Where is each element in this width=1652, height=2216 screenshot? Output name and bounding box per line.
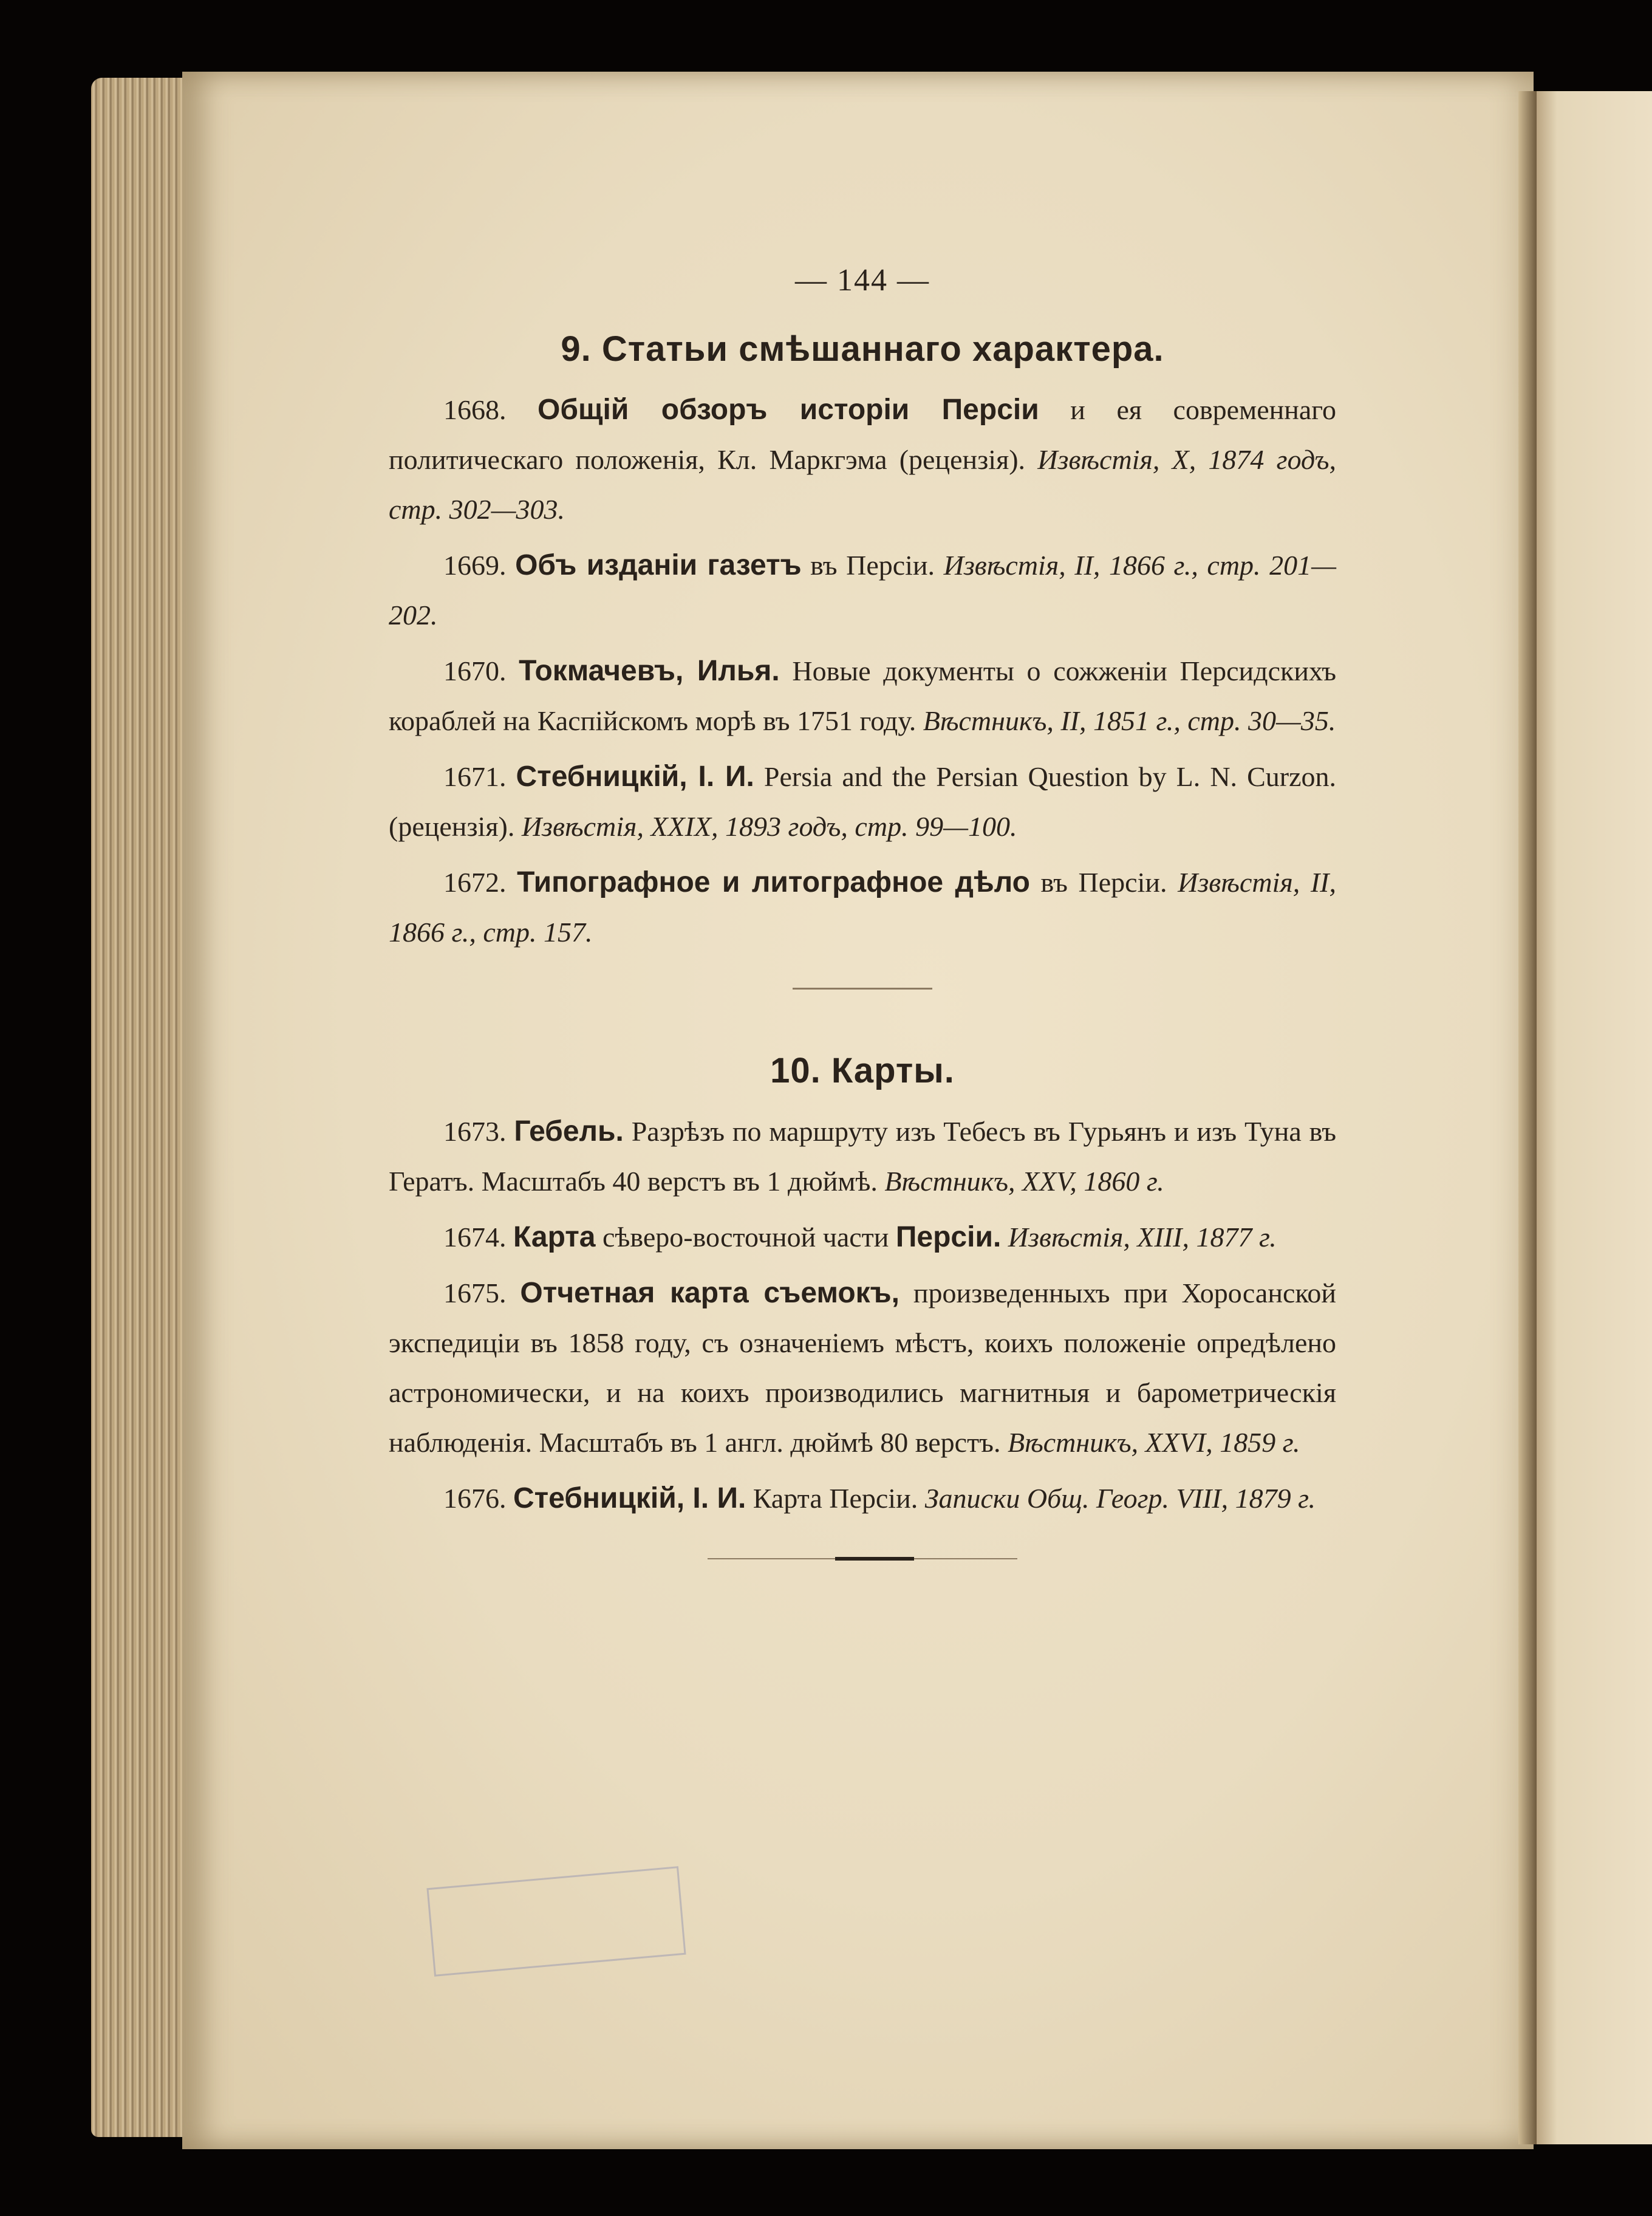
entry-1669 xyxy=(389,541,1336,640)
book-gutter xyxy=(1518,91,1537,2144)
entry-text: и ея современнаго политическаго положенія, Кл. Маркгэма (рецензія). xyxy=(389,394,1337,475)
facing-page xyxy=(1526,91,1652,2144)
entry-number: 1672. xyxy=(443,867,507,898)
entry-text: Persia and the Persian Question by L. N. Curzon. (рецензія). xyxy=(389,761,1336,842)
entry-text: сѣверо-восточной части xyxy=(595,1222,896,1253)
section-divider xyxy=(793,988,932,990)
entry-title: Отчетная карта съемокъ, xyxy=(520,1277,899,1309)
entry-1675 xyxy=(389,1268,1336,1468)
entry-author: Стебницкій, І. И. xyxy=(513,1482,746,1514)
entry-title: Общій обзоръ исторіи Персіи xyxy=(538,394,1039,426)
entry-source: Извѣстія, II, 1866 г., стр. 201—202. xyxy=(389,550,1337,631)
page-edges xyxy=(91,78,182,2137)
entry-number: 1675. xyxy=(443,1277,507,1308)
entry-source: Вѣстникъ, XXV, 1860 г. xyxy=(884,1166,1164,1197)
entry-number: 1676. xyxy=(443,1483,507,1514)
entry-text: въ Персіи. xyxy=(1029,867,1178,898)
entry-title: Карта xyxy=(513,1221,596,1253)
entry-text: произведенныхъ при Хоросанской экспедиціи въ 1858 году, съ означеніемъ мѣстъ, коихъ положеніе опредѣлено астрономически, и на коихъ производились магнитныя и барометрическія наблюденія. Масштабъ въ 1 англ. дюймѣ 80 верстъ. xyxy=(389,1277,1336,1458)
entry-text: Новые документы о сожженіи Персидскихъ кораблей на Каспійскомъ морѣ въ 1751 году. xyxy=(389,655,1336,736)
entry-1673 xyxy=(389,1107,1336,1206)
entry-source: Записки Общ. Геогр. VIII, 1879 г. xyxy=(924,1483,1316,1514)
page-content xyxy=(389,255,1336,1561)
entry-number: 1673. xyxy=(443,1116,507,1147)
entry-title: Объ изданіи газетъ xyxy=(515,549,802,581)
entry-1670 xyxy=(389,646,1336,746)
entry-1671 xyxy=(389,752,1336,852)
entry-title-part: Персіи. xyxy=(895,1221,1002,1253)
entry-source: Извѣстія, II, 1866 г., стр. 157. xyxy=(389,867,1336,948)
entry-source: Извѣстія, XIII, 1877 г. xyxy=(1008,1222,1277,1253)
entry-number: 1668. xyxy=(443,394,507,425)
entry-number: 1674. xyxy=(443,1222,507,1253)
section-heading-10: 10. Карты. xyxy=(770,1051,955,1090)
entry-1672 xyxy=(389,858,1336,957)
end-ornament xyxy=(708,1557,1017,1561)
entry-source: Вѣстникъ, II, 1851 г., стр. 30—35. xyxy=(923,705,1336,736)
entry-text: Разрѣзъ по маршруту изъ Тебесъ въ Гурьянъ и изъ Туна въ Гератъ. Масштабъ 40 верстъ въ 1 дюймѣ. xyxy=(389,1116,1336,1197)
entry-source: Извѣстія, XXIX, 1893 годъ, стр. 99—100. xyxy=(521,811,1017,842)
entry-source: Вѣстникъ, XXVI, 1859 г. xyxy=(1007,1427,1300,1458)
entry-number: 1671. xyxy=(443,761,507,792)
section-heading-9: 9. Статьи смѣшаннаго характера. xyxy=(561,329,1164,369)
entry-text: Карта Персіи. xyxy=(746,1483,925,1514)
entry-text: въ Персіи. xyxy=(801,550,944,581)
end-rule-thick xyxy=(835,1557,914,1561)
entry-number: 1669. xyxy=(443,550,507,581)
page-number: — 144 — xyxy=(795,263,930,298)
entry-author: Гебель. xyxy=(514,1115,624,1147)
entry-author: Токмачевъ, Илья. xyxy=(519,655,780,687)
entry-source: Извѣстія, X, 1874 годъ, стр. 302—303. xyxy=(389,444,1337,525)
entry-author: Стебницкій, І. И. xyxy=(516,761,754,793)
entry-1668 xyxy=(389,385,1336,535)
entry-number: 1670. xyxy=(443,655,507,686)
entry-1674 xyxy=(389,1212,1336,1262)
entry-title: Типографное и литографное дѣло xyxy=(517,866,1030,898)
entry-1676 xyxy=(389,1474,1336,1523)
entry-text xyxy=(1001,1222,1008,1253)
